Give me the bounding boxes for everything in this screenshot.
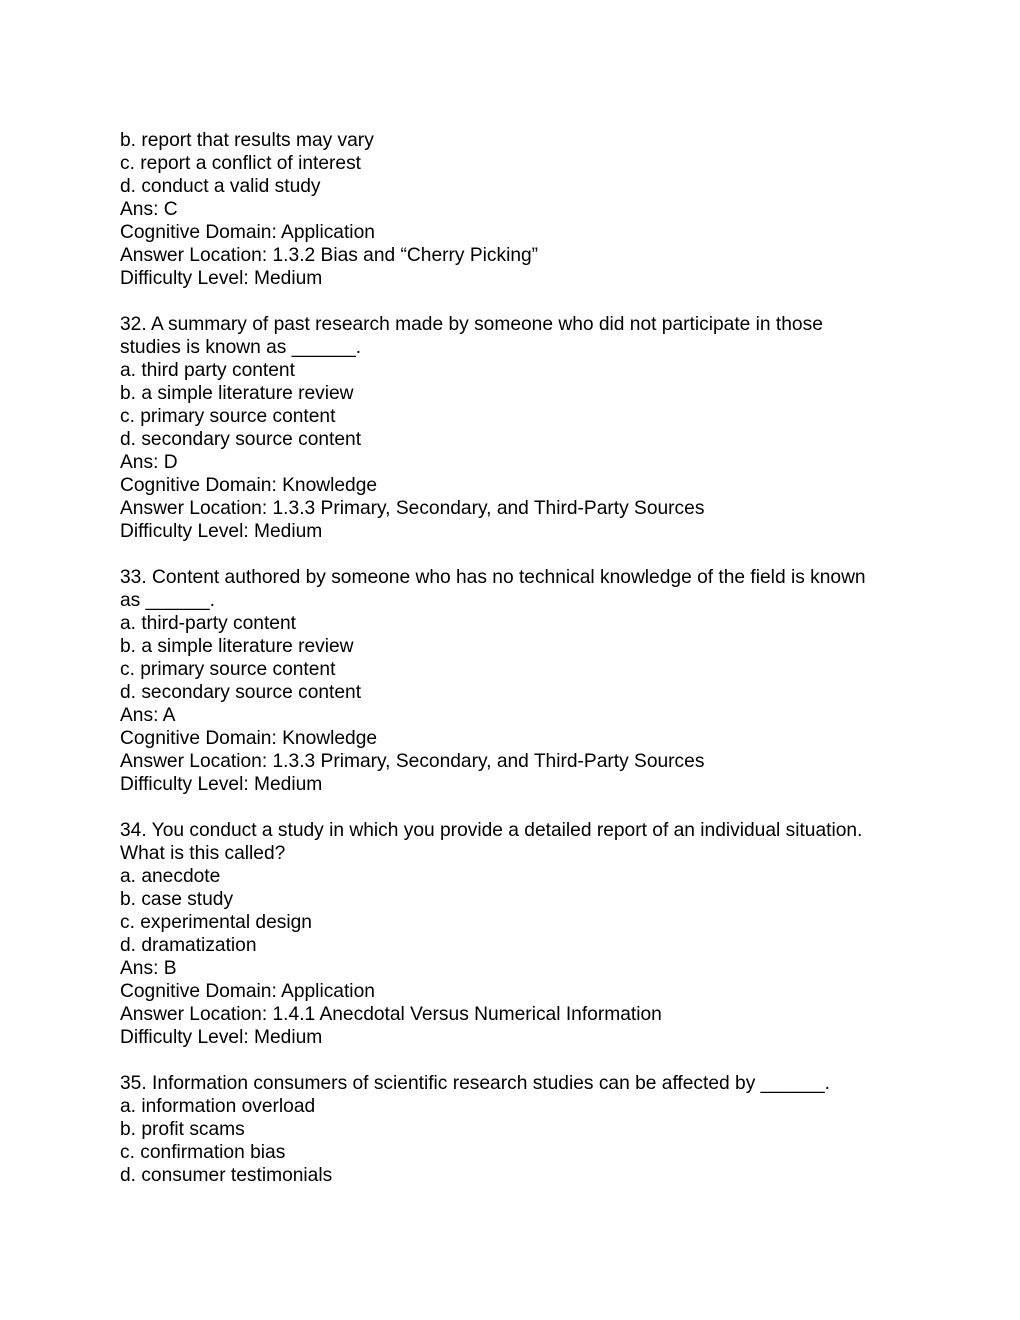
option-d: d. dramatization	[120, 935, 257, 956]
spacer	[120, 290, 920, 313]
option-b: b. report that results may vary	[120, 130, 374, 151]
question-stem: studies is known as ______.	[120, 337, 362, 358]
question-stem: 32. A summary of past research made by someone who did not participate in those	[120, 314, 823, 335]
option-b: b. profit scams	[120, 1119, 245, 1140]
document-page	[120, 129, 920, 1187]
option-a: a. third-party content	[120, 613, 296, 634]
answer-location: Answer Location: 1.3.3 Primary, Secondary, and Third-Party Sources	[120, 751, 705, 772]
cognitive-domain: Cognitive Domain: Knowledge	[120, 728, 378, 749]
spacer	[120, 796, 920, 819]
question-34	[120, 819, 920, 1049]
option-a: a. third party content	[120, 360, 295, 381]
option-c: c. experimental design	[120, 912, 312, 933]
option-d: d. consumer testimonials	[120, 1165, 333, 1186]
question-31-continued	[120, 129, 920, 290]
question-33	[120, 566, 920, 796]
question-35	[120, 1072, 920, 1187]
option-c: c. primary source content	[120, 659, 336, 680]
option-c: c. primary source content	[120, 406, 336, 427]
question-stem: 35. Information consumers of scientific research studies can be affected by ______.	[120, 1073, 830, 1094]
answer: Ans: B	[120, 958, 177, 979]
answer: Ans: C	[120, 199, 178, 220]
difficulty-level: Difficulty Level: Medium	[120, 521, 323, 542]
question-stem: as ______.	[120, 590, 215, 611]
answer-location: Answer Location: 1.3.3 Primary, Secondary, and Third-Party Sources	[120, 498, 705, 519]
answer: Ans: D	[120, 452, 178, 473]
option-a: a. anecdote	[120, 866, 221, 887]
option-a: a. information overload	[120, 1096, 316, 1117]
option-d: d. conduct a valid study	[120, 176, 321, 197]
difficulty-level: Difficulty Level: Medium	[120, 268, 323, 289]
cognitive-domain: Cognitive Domain: Application	[120, 222, 375, 243]
answer: Ans: A	[120, 705, 176, 726]
option-b: b. a simple literature review	[120, 383, 354, 404]
question-stem: 33. Content authored by someone who has no technical knowledge of the field is known	[120, 567, 866, 588]
cognitive-domain: Cognitive Domain: Knowledge	[120, 475, 378, 496]
option-d: d. secondary source content	[120, 682, 362, 703]
question-stem: What is this called?	[120, 843, 286, 864]
question-32	[120, 313, 920, 543]
difficulty-level: Difficulty Level: Medium	[120, 1027, 323, 1048]
spacer	[120, 1049, 920, 1072]
option-c: c. confirmation bias	[120, 1142, 286, 1163]
answer-location: Answer Location: 1.4.1 Anecdotal Versus Numerical Information	[120, 1004, 662, 1025]
spacer	[120, 543, 920, 566]
question-stem: 34. You conduct a study in which you provide a detailed report of an individual situation.	[120, 820, 863, 841]
option-b: b. case study	[120, 889, 234, 910]
cognitive-domain: Cognitive Domain: Application	[120, 981, 375, 1002]
option-b: b. a simple literature review	[120, 636, 354, 657]
option-c: c. report a conflict of interest	[120, 153, 362, 174]
option-d: d. secondary source content	[120, 429, 362, 450]
difficulty-level: Difficulty Level: Medium	[120, 774, 323, 795]
answer-location: Answer Location: 1.3.2 Bias and “Cherry Picking”	[120, 245, 539, 266]
